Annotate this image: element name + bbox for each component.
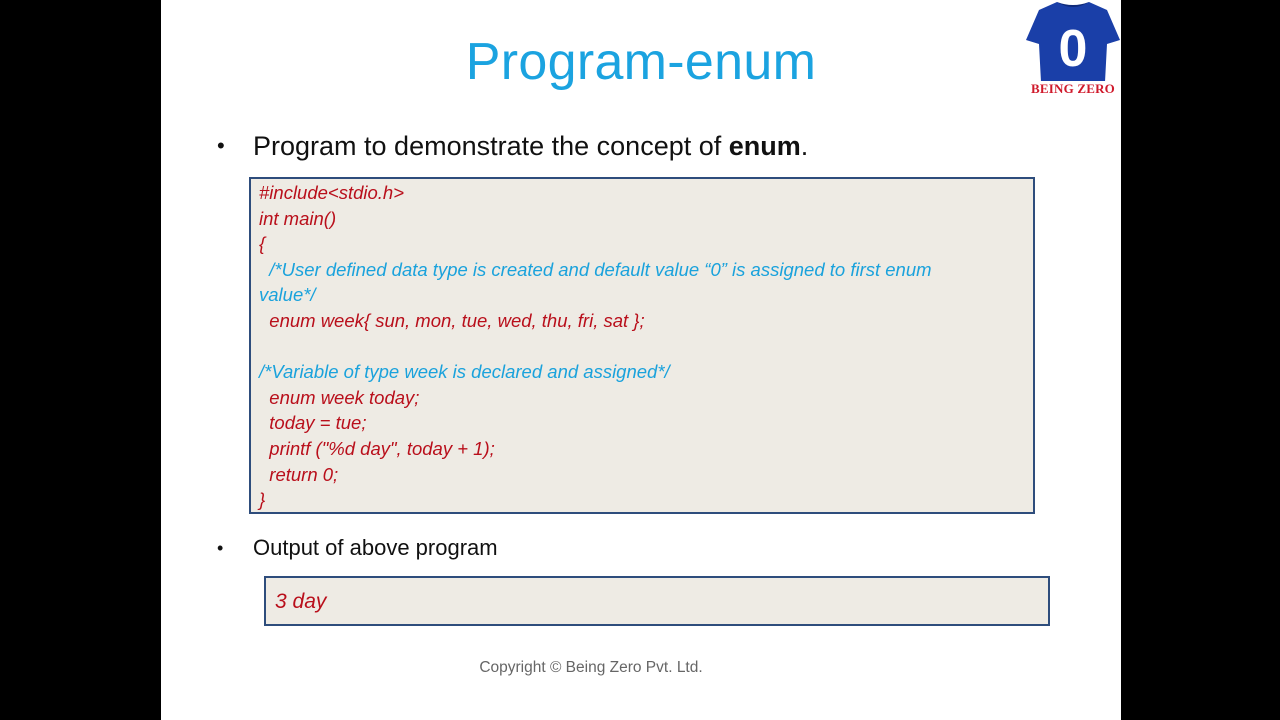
slide-title: Program-enum [465,33,817,91]
code-line [259,334,1029,360]
logo-caption: BEING ZERO [1025,81,1121,97]
code-listing [259,180,1029,513]
code-line: } [259,489,266,511]
bullet1-bold: enum [728,131,801,161]
output-box [264,576,1050,626]
code-box [249,177,1035,514]
bullet-glyph: • [217,538,224,558]
logo-digit: 0 [1058,20,1088,78]
output-text: 3 day [275,590,327,613]
code-line: /*Variable of type week is declared and assigned*/ [259,361,670,383]
bullet1-suffix: . [800,131,809,161]
being-zero-logo [1025,0,1121,98]
code-line: return 0; [259,463,339,485]
bullet-output-label [217,532,498,564]
code-line: enum week{ sun, mon, tue, wed, thu, fri, sat }; [259,309,645,331]
bullet2-text: Output of above program [253,535,498,560]
code-line: today = tue; [259,412,367,434]
code-line: /*User defined data type is created and default value “0” is assigned to first enum [259,258,932,280]
code-line: { [259,233,266,255]
code-line: #include<stdio.h> [259,182,405,203]
code-line: enum week today; [259,386,420,408]
bullet-program-description [217,130,808,162]
slide [161,0,1121,720]
bullet1-text: Program to demonstrate the concept of [253,131,729,161]
code-line: int main() [259,207,337,229]
code-line: printf ("%d day", today + 1); [259,437,495,459]
copyright-footer: Copyright © Being Zero Pvt. Ltd. [479,659,703,676]
code-line: value*/ [259,284,316,306]
bullet-glyph: • [217,133,225,158]
